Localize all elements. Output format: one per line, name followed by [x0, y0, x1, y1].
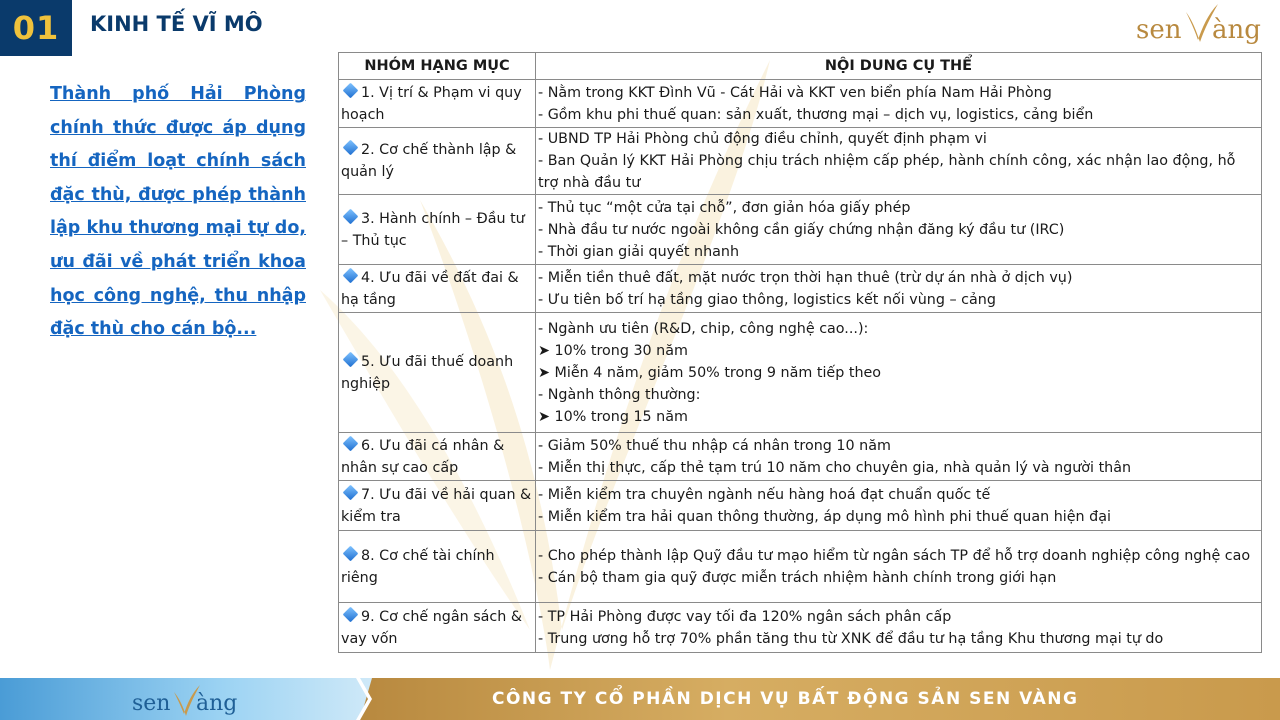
content-line: - Ưu tiên bố trí hạ tầng giao thông, logistics kết nối vùng – cảng: [538, 291, 996, 308]
brand-logo-text-left: sen: [1136, 15, 1182, 45]
row-content: [536, 80, 1262, 128]
content-line: - Cán bộ tham gia quỹ được miễn trách nhiệm hành chính trong giới hạn: [538, 569, 1057, 586]
content-line: ➤ Miễn 4 năm, giảm 50% trong 9 năm tiếp theo: [538, 364, 882, 381]
section-title: KINH TẾ VĨ MÔ: [90, 12, 263, 36]
content-line: - TP Hải Phòng được vay tối đa 120% ngân sách phân cấp: [538, 608, 952, 625]
row-category-label: 5. Ưu đãi thuế doanh nghiệp: [341, 353, 514, 392]
footer-logo-text-left: sen: [132, 691, 171, 716]
row-category: [339, 603, 536, 653]
row-content: [536, 433, 1262, 481]
row-category-label: 6. Ưu đãi cá nhân & nhân sự cao cấp: [341, 437, 505, 476]
content-line: - Cho phép thành lập Quỹ đầu tư mạo hiểm từ ngân sách TP để hỗ trợ doanh nghiệp công nghệ cao: [538, 547, 1251, 564]
brand-logo-text-right: àng: [1212, 15, 1261, 45]
blue-diamond-icon: [343, 82, 359, 98]
row-content: [536, 481, 1262, 531]
table-row: [339, 128, 1262, 195]
content-line: - Gồm khu phi thuế quan: sản xuất, thương mại – dịch vụ, logistics, cảng biển: [538, 106, 1094, 123]
row-category-label: 1. Vị trí & Phạm vi quy hoạch: [341, 84, 522, 123]
row-category-label: 8. Cơ chế tài chính riêng: [341, 547, 495, 586]
header-content: NỘI DUNG CỤ THỂ: [536, 53, 1262, 80]
blue-diamond-icon: [343, 545, 359, 561]
table-row: [339, 265, 1262, 313]
content-line: ➤ 10% trong 15 năm: [538, 408, 688, 425]
table-row: [339, 313, 1262, 433]
footer-brand-logo: [130, 682, 250, 718]
content-line: - Thủ tục “một cửa tại chỗ”, đơn giản hóa giấy phép: [538, 199, 911, 216]
row-category-label: 7. Ưu đãi về hải quan & kiểm tra: [341, 486, 532, 525]
blue-diamond-icon: [343, 267, 359, 283]
content-line: - Miễn thị thực, cấp thẻ tạm trú 10 năm cho chuyên gia, nhà quản lý và người thân: [538, 459, 1132, 476]
content-line: - UBND TP Hải Phòng chủ động điều chỉnh, quyết định phạm vi: [538, 131, 987, 147]
table-row: [339, 80, 1262, 128]
content-line: ➤ 10% trong 30 năm: [538, 342, 688, 359]
row-content: [536, 195, 1262, 265]
content-line: - Giảm 50% thuế thu nhập cá nhân trong 10 năm: [538, 437, 891, 454]
content-line: - Nhà đầu tư nước ngoài không cần giấy chứng nhận đăng ký đầu tư (IRC): [538, 221, 1065, 238]
blue-diamond-icon: [343, 208, 359, 224]
row-category: [339, 265, 536, 313]
content-line: - Ngành thông thường:: [538, 386, 701, 403]
table-header-row: [339, 53, 1262, 80]
row-category: [339, 195, 536, 265]
footer-company-name: CÔNG TY CỔ PHẦN DỊCH VỤ BẤT ĐỘNG SẢN SEN VÀNG: [492, 689, 1079, 709]
blue-diamond-icon: [343, 484, 359, 500]
table-row: [339, 531, 1262, 603]
table-row: [339, 433, 1262, 481]
row-category-label: 4. Ưu đãi về đất đai & hạ tầng: [341, 269, 519, 308]
content-line: - Trung ương hỗ trợ 70% phần tăng thu từ XNK để đầu tư hạ tầng Khu thương mại tự do: [538, 630, 1164, 647]
table-row: [339, 603, 1262, 653]
blue-diamond-icon: [343, 606, 359, 622]
content-line: - Ban Quản lý KKT Hải Phòng chịu trách nhiệm cấp phép, hành chính công, xác nhận lao động, hỗ trợ nhà đầu tư: [538, 153, 1236, 191]
row-content: [536, 128, 1262, 195]
row-category: [339, 80, 536, 128]
row-content: [536, 603, 1262, 653]
content-line: - Nằm trong KKT Đình Vũ - Cát Hải và KKT ven biển phía Nam Hải Phòng: [538, 84, 1052, 101]
content-line: - Thời gian giải quyết nhanh: [538, 243, 740, 260]
table-row: [339, 481, 1262, 531]
row-category: [339, 128, 536, 195]
blue-diamond-icon: [343, 140, 359, 156]
section-number-badge: 01: [0, 0, 72, 56]
row-category: [339, 313, 536, 433]
content-line: - Ngành ưu tiên (R&D, chip, công nghệ cao...):: [538, 320, 869, 337]
content-line: - Miễn kiểm tra chuyên ngành nếu hàng hoá đạt chuẩn quốc tế: [538, 486, 991, 503]
row-category-label: 9. Cơ chế ngân sách & vay vốn: [341, 608, 523, 647]
policy-table: [338, 52, 1262, 653]
content-line: - Miễn kiểm tra hải quan thông thường, áp dụng mô hình phi thuế quan hiện đại: [538, 508, 1111, 525]
row-category-label: 3. Hành chính – Đầu tư – Thủ tục: [341, 210, 525, 249]
content-line: - Miễn tiền thuê đất, mặt nước trọn thời hạn thuê (trừ dự án nhà ở dịch vụ): [538, 269, 1073, 286]
row-category-label: 2. Cơ chế thành lập & quản lý: [341, 142, 517, 180]
row-content: [536, 531, 1262, 603]
row-category: [339, 481, 536, 531]
row-content: [536, 265, 1262, 313]
row-category: [339, 531, 536, 603]
blue-diamond-icon: [343, 351, 359, 367]
brand-logo: [1134, 0, 1274, 50]
footer-logo-text-right: àng: [196, 691, 238, 716]
table-row: [339, 195, 1262, 265]
footer-bar: [0, 678, 1280, 720]
header-category: NHÓM HẠNG MỤC: [339, 53, 536, 80]
row-category: [339, 433, 536, 481]
blue-diamond-icon: [343, 435, 359, 451]
intro-paragraph-link[interactable]: Thành phố Hải Phòng chính thức được áp dụng thí điểm loạt chính sách đặc thù, được phép thành lập khu thương mại tự do, ưu đãi về phát triển khoa học công nghệ, thu nhập đặc thù cho cán bộ...: [50, 84, 306, 340]
row-content: [536, 313, 1262, 433]
